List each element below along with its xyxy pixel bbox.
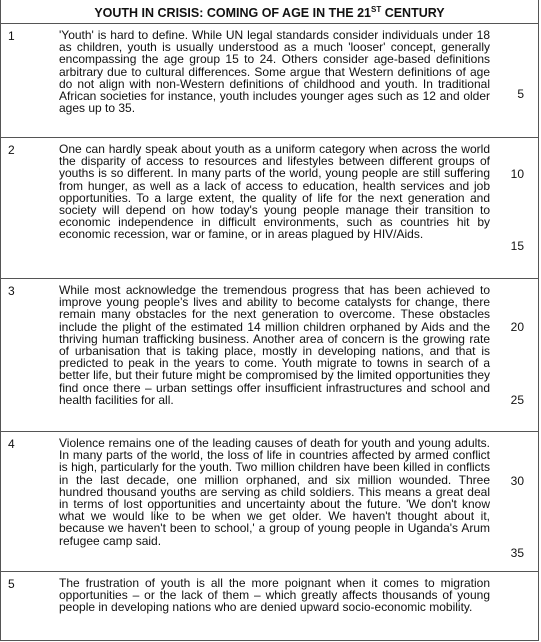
paragraph-3 [1, 279, 538, 432]
paragraph-number: 5 [8, 577, 15, 591]
title-end: CENTURY [381, 6, 445, 20]
paragraph-text: One can hardly speak about youth as a uniform category when across the world the disparity of access to resources and lifestyles between different groups of youths is so different. In many parts of the world, young people are still suffering from hunger, as well as a lack of access to education, health services and job opportunities. To a large extent, the quality of life for the next generation and society will depend on how today's young people manage their transition to economic independence in difficult environments, such as countries hit by economic recession, war or famine, or in areas plagued by HIV/Aids. [59, 142, 490, 242]
title-superscript: ST [370, 5, 382, 14]
line-number: 30 [510, 474, 524, 488]
line-number: 10 [510, 167, 524, 181]
paragraph-text: The frustration of youth is all the more poignant when it comes to migration opportunities – or the lack of them – which greatly affects thousands of young people in developing nations who are denied upward socio-economic mobility. [59, 576, 490, 615]
line-number: 25 [510, 393, 524, 407]
line-number: 20 [510, 320, 524, 334]
line-number: 15 [510, 239, 524, 253]
paragraph-text: 'Youth' is hard to define. While UN legal standards consider individuals under 18 as children, youth is usually understood as a much 'looser' concept, generally encompassing the age group 15 to 24. Others consider age-based definitions arbitrary due to cultural differences. Some argue that Western definitions of age do not align with non-Western definitions of childhood and youth. In traditional African societies for instance, youth includes younger ages such as 12 and older ages up to 35. [59, 28, 490, 116]
paragraph-2 [1, 138, 538, 279]
paragraph-number: 1 [8, 29, 15, 43]
paragraph-5 [1, 572, 538, 641]
paragraph-4 [1, 432, 538, 572]
paragraph-number: 4 [8, 437, 15, 451]
paragraph-text: While most acknowledge the tremendous progress that has been achieved to improve young people's lives and ability to become catalysts for change, there remain many obstacles for the next generation to overcome. These obstacles include the plight of the estimated 14 million children orphaned by Aids and the thriving human trafficking business. Another area of concern is the growing rate of urbanisation that is taking place, mostly in developing nations, and that is predicted to peak in the years to come. Youth migrate to towns in search of a better life, but their future might be compromised by the limited opportunities they find once there – urban settings offer insufficient infrastructures and school and health facilities for all. [59, 283, 490, 407]
title-main: YOUTH IN CRISIS: COMING OF AGE IN THE 21 [94, 6, 371, 20]
paragraph-number: 2 [8, 143, 15, 157]
paragraph-text: Violence remains one of the leading causes of death for youth and young adults. In many parts of the world, the loss of life in countries affected by armed conflict is high, particularly for the youth. Two million children have been killed in conflicts in the last decade, one million orphaned, and six million wounded. Three hundred thousand youths are serving as child soldiers. This means a great deal in terms of lost opportunities and uncertainty about the future. 'We don't know what we would like to be when we get older. We haven't thought about it, because we haven't been to school,' a group of young people in Uganda's Arum refugee camp said. [59, 436, 490, 548]
paragraph-1 [1, 24, 538, 138]
paragraph-number: 3 [8, 284, 15, 298]
line-number: 5 [517, 87, 524, 101]
page-title [1, 0, 538, 24]
line-number: 35 [510, 546, 524, 560]
